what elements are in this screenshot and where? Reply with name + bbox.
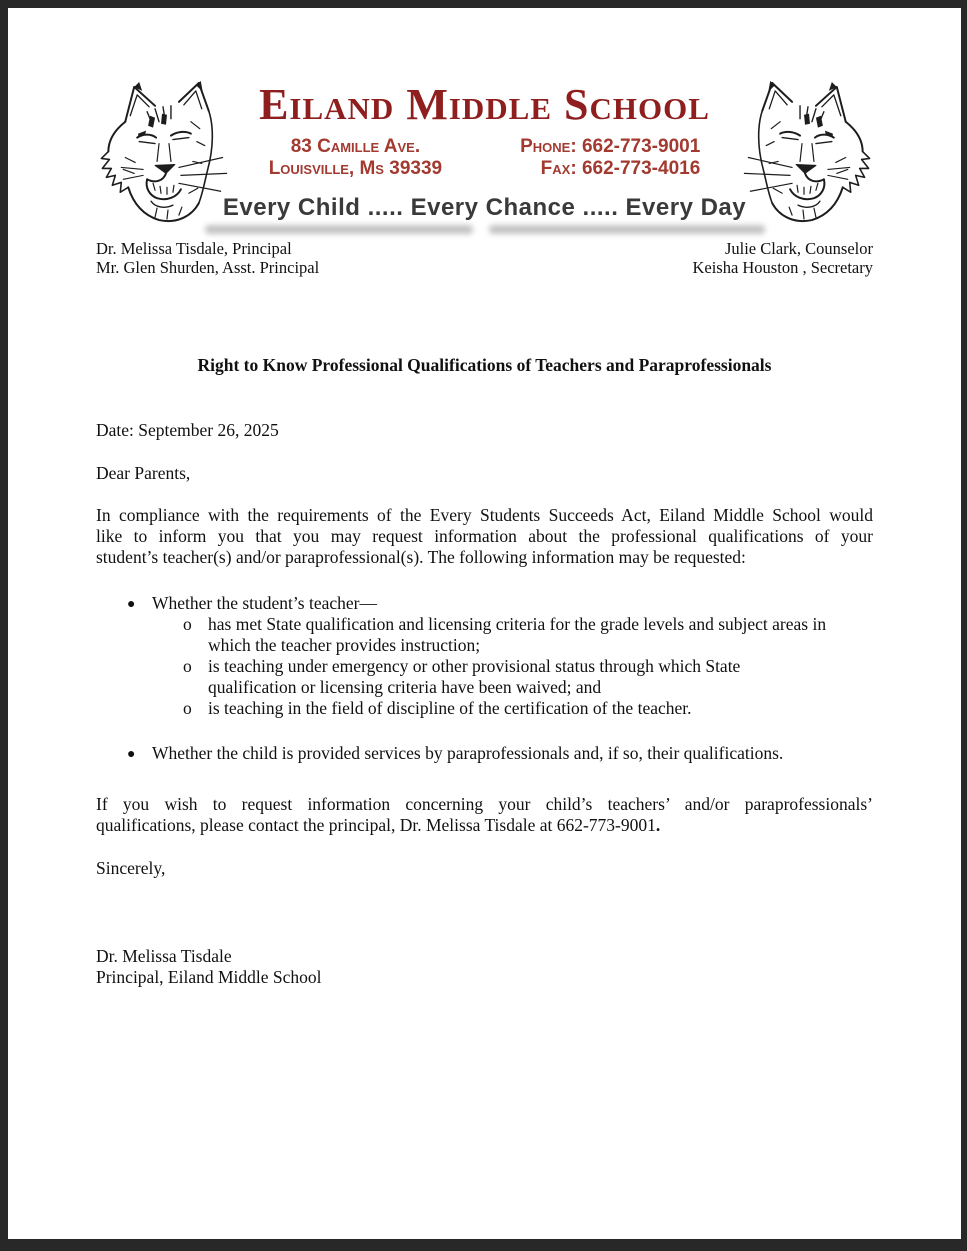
signature-name: Dr. Melissa Tisdale xyxy=(96,946,232,966)
sub-bullet-item xyxy=(96,656,873,698)
bullet-item-paraprofessionals xyxy=(96,743,873,764)
letter-title: Right to Know Professional Qualifications of Teachers and Paraprofessionals xyxy=(197,355,772,375)
staff-right-column xyxy=(692,240,873,277)
asst-principal-name: Mr. Glen Shurden, Asst. Principal xyxy=(96,257,320,277)
request-line: If you wish to request information concerning your child’s teachers’ and/or paraprofessionals’ xyxy=(96,794,873,814)
school-address-line2: Louisville, Ms 39339 xyxy=(268,158,443,179)
intro-line: like to inform you that you may request information about the professional qualifications of your xyxy=(96,526,873,546)
closing: Sincerely, xyxy=(96,858,166,878)
sub-bullet-item xyxy=(96,614,873,656)
bullet-item-teacher xyxy=(96,593,873,614)
signature-block xyxy=(96,946,873,988)
intro-line: In compliance with the requirements of the Every Students Succeeds Act, Eiland Middle School would xyxy=(96,505,873,525)
staff-left-column xyxy=(96,240,319,277)
secretary-name: Keisha Houston , Secretary xyxy=(692,257,873,277)
school-motto: Every Child ..... Every Chance ..... Every Day xyxy=(222,194,747,221)
request-line-text: qualifications, please contact the principal, Dr. Melissa Tisdale at 662-773-9001 xyxy=(96,815,656,835)
salutation: Dear Parents, xyxy=(96,463,191,483)
bullet-text: Whether the student’s teacher— xyxy=(152,593,377,613)
bullet-marker: ● xyxy=(127,747,136,762)
letter-page xyxy=(8,8,961,1239)
request-paragraph xyxy=(96,794,873,836)
bullet-text: Whether the child is provided services by paraprofessionals and, if so, their qualifications. xyxy=(152,743,784,763)
intro-paragraph xyxy=(96,505,873,568)
counselor-name: Julie Clark, Counselor xyxy=(724,239,873,258)
school-address xyxy=(269,136,442,180)
bullet-marker: ● xyxy=(127,597,136,612)
sub-bullet-text: has met State qualification and licensing criteria for the grade levels and subject areas in which the teacher provides instruction; xyxy=(208,614,827,655)
signature-title: Principal, Eiland Middle School xyxy=(96,967,322,987)
school-fax: Fax: 662-773-4016 xyxy=(540,158,701,179)
sub-bullet-item xyxy=(96,698,873,719)
staff-directory xyxy=(96,240,873,277)
letter-date: Date: September 26, 2025 xyxy=(96,420,279,440)
sub-bullet-marker: o xyxy=(183,698,192,718)
intro-line: student’s teacher(s) and/or paraprofessional(s). The following information may be requested: xyxy=(96,547,746,567)
principal-name: Dr. Melissa Tisdale, Principal xyxy=(96,239,292,258)
school-name: Eiland Middle School xyxy=(259,80,710,129)
school-address-line1: 83 Camille Ave. xyxy=(290,136,421,157)
school-contact xyxy=(226,136,743,180)
sub-bullet-marker: o xyxy=(183,656,192,676)
sub-bullet-text: is teaching under emergency or other provisional status through which State qualification or licensing criteria have been waived; and xyxy=(208,656,741,697)
school-phone-fax xyxy=(520,136,700,180)
letterhead xyxy=(96,78,873,236)
redacted-blur-strip xyxy=(96,225,873,234)
request-line xyxy=(96,815,873,836)
sub-bullet-marker: o xyxy=(183,614,192,634)
sub-bullet-text: is teaching in the field of discipline of the certification of the teacher. xyxy=(208,698,692,718)
school-phone: Phone: 662-773-9001 xyxy=(520,136,701,157)
bold-period: . xyxy=(655,815,661,835)
